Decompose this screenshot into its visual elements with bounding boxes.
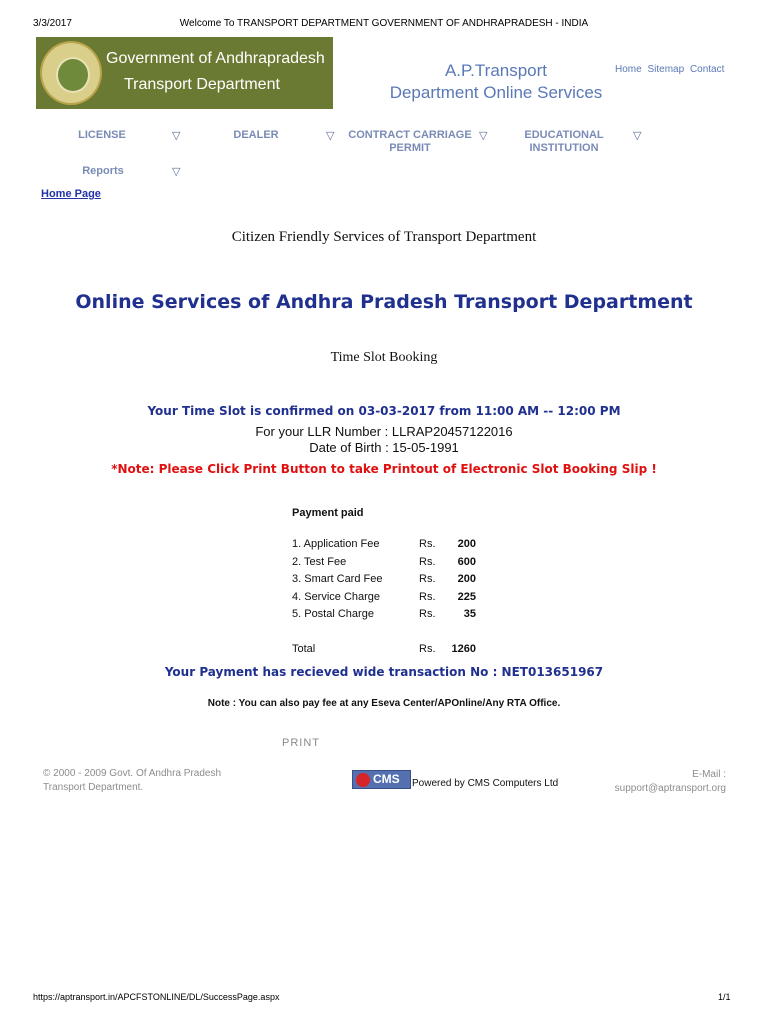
nav-license[interactable]: LICENSE <box>78 129 126 141</box>
transaction-number: Your Payment has recieved wide transaction No : NET013651967 <box>164 665 604 679</box>
payment-row-label: 2. Test Fee <box>292 556 347 568</box>
top-links <box>615 64 727 75</box>
nav-educational-institution[interactable]: EDUCATIONAL INSTITUTION <box>524 129 604 154</box>
print-button[interactable]: PRINT <box>282 737 320 749</box>
nav-contract-carriage-permit[interactable]: CONTRACT CARRIAGE PERMIT <box>348 129 472 154</box>
payment-total-label: Total <box>292 643 316 655</box>
email-address[interactable]: support@aptransport.org <box>614 783 726 794</box>
payment-row-currency: Rs. <box>419 573 436 585</box>
department-banner[interactable] <box>36 37 333 109</box>
payment-row-amount: 200 <box>457 573 476 585</box>
date-of-birth: Date of Birth : 15-05-1991 <box>309 440 459 455</box>
home-page-link[interactable]: Home Page <box>41 188 101 200</box>
payment-row-amount: 600 <box>457 556 476 568</box>
payment-row-amount: 225 <box>457 591 476 603</box>
payment-total-amount: 1260 <box>451 643 476 655</box>
citizen-services-heading: Citizen Friendly Services of Transport Department <box>231 229 537 245</box>
eseva-note: Note : You can also pay fee at any Eseva Center/APOnline/Any RTA Office. <box>207 698 561 709</box>
cms-logo[interactable] <box>352 770 411 789</box>
payment-row-currency: Rs. <box>419 608 436 620</box>
nav-contract-chevron-down-icon[interactable]: ▽ <box>479 130 488 142</box>
online-services-heading: Online Services of Andhra Pradesh Transport Department <box>75 291 693 313</box>
payment-row-currency: Rs. <box>419 538 436 550</box>
site-title <box>366 60 626 104</box>
payment-row-label: 5. Postal Charge <box>292 608 374 620</box>
contact-link[interactable]: Contact <box>689 64 725 75</box>
payment-title: Payment paid <box>292 507 364 519</box>
nav-reports[interactable]: Reports <box>82 165 124 177</box>
print-url: https://aptransport.in/APCFSTONLINE/DL/SuccessPage.aspx <box>33 992 280 1002</box>
nav-license-chevron-down-icon[interactable]: ▽ <box>172 130 181 142</box>
print-page-number: 1/1 <box>718 992 731 1002</box>
cms-logo-icon <box>356 773 370 787</box>
nav-reports-chevron-down-icon[interactable]: ▽ <box>172 166 181 178</box>
site-title-line-1: A.P.Transport <box>444 61 548 80</box>
nav-dealer-chevron-down-icon[interactable]: ▽ <box>326 130 335 142</box>
cms-logo-text: CMS <box>373 772 400 786</box>
banner-line-2: Transport Department <box>124 76 280 93</box>
payment-row-label: 1. Application Fee <box>292 538 380 550</box>
payment-row-currency: Rs. <box>419 556 436 568</box>
print-page-title: Welcome To TRANSPORT DEPARTMENT GOVERNMENT OF ANDHRAPRADESH - INDIA <box>179 18 589 29</box>
llr-number: For your LLR Number : LLRAP20457122016 <box>255 424 513 439</box>
payment-total-currency: Rs. <box>419 643 436 655</box>
site-title-line-2: Department Online Services <box>389 83 603 102</box>
payment-row-label: 3. Smart Card Fee <box>292 573 383 585</box>
section-title: Time Slot Booking <box>330 350 438 365</box>
copyright <box>43 767 273 795</box>
print-note: *Note: Please Click Print Button to take Printout of Electronic Slot Booking Slip ! <box>111 462 657 476</box>
slot-confirmation: Your Time Slot is confirmed on 03-03-2017 from 11:00 AM -- 12:00 PM <box>147 404 621 418</box>
payment-row-amount: 200 <box>457 538 476 550</box>
print-date: 3/3/2017 <box>33 18 72 29</box>
copyright-line-1: © 2000 - 2009 Govt. Of Andhra Pradesh <box>43 768 222 779</box>
nav-educational-chevron-down-icon[interactable]: ▽ <box>633 130 642 142</box>
sitemap-link[interactable]: Sitemap <box>647 64 685 75</box>
payment-row-label: 4. Service Charge <box>292 591 381 603</box>
powered-by: Powered by CMS Computers Ltd <box>412 778 559 789</box>
banner-line-1: Government of Andhrapradesh <box>106 50 325 67</box>
copyright-line-2: Transport Department. <box>43 782 144 793</box>
state-emblem-icon <box>40 41 102 105</box>
home-link[interactable]: Home <box>615 64 642 75</box>
email-label: E-Mail : <box>692 769 726 780</box>
payment-row-amount: 35 <box>463 608 476 620</box>
payment-row-currency: Rs. <box>419 591 436 603</box>
nav-dealer[interactable]: DEALER <box>233 129 279 141</box>
email-block <box>560 768 726 796</box>
